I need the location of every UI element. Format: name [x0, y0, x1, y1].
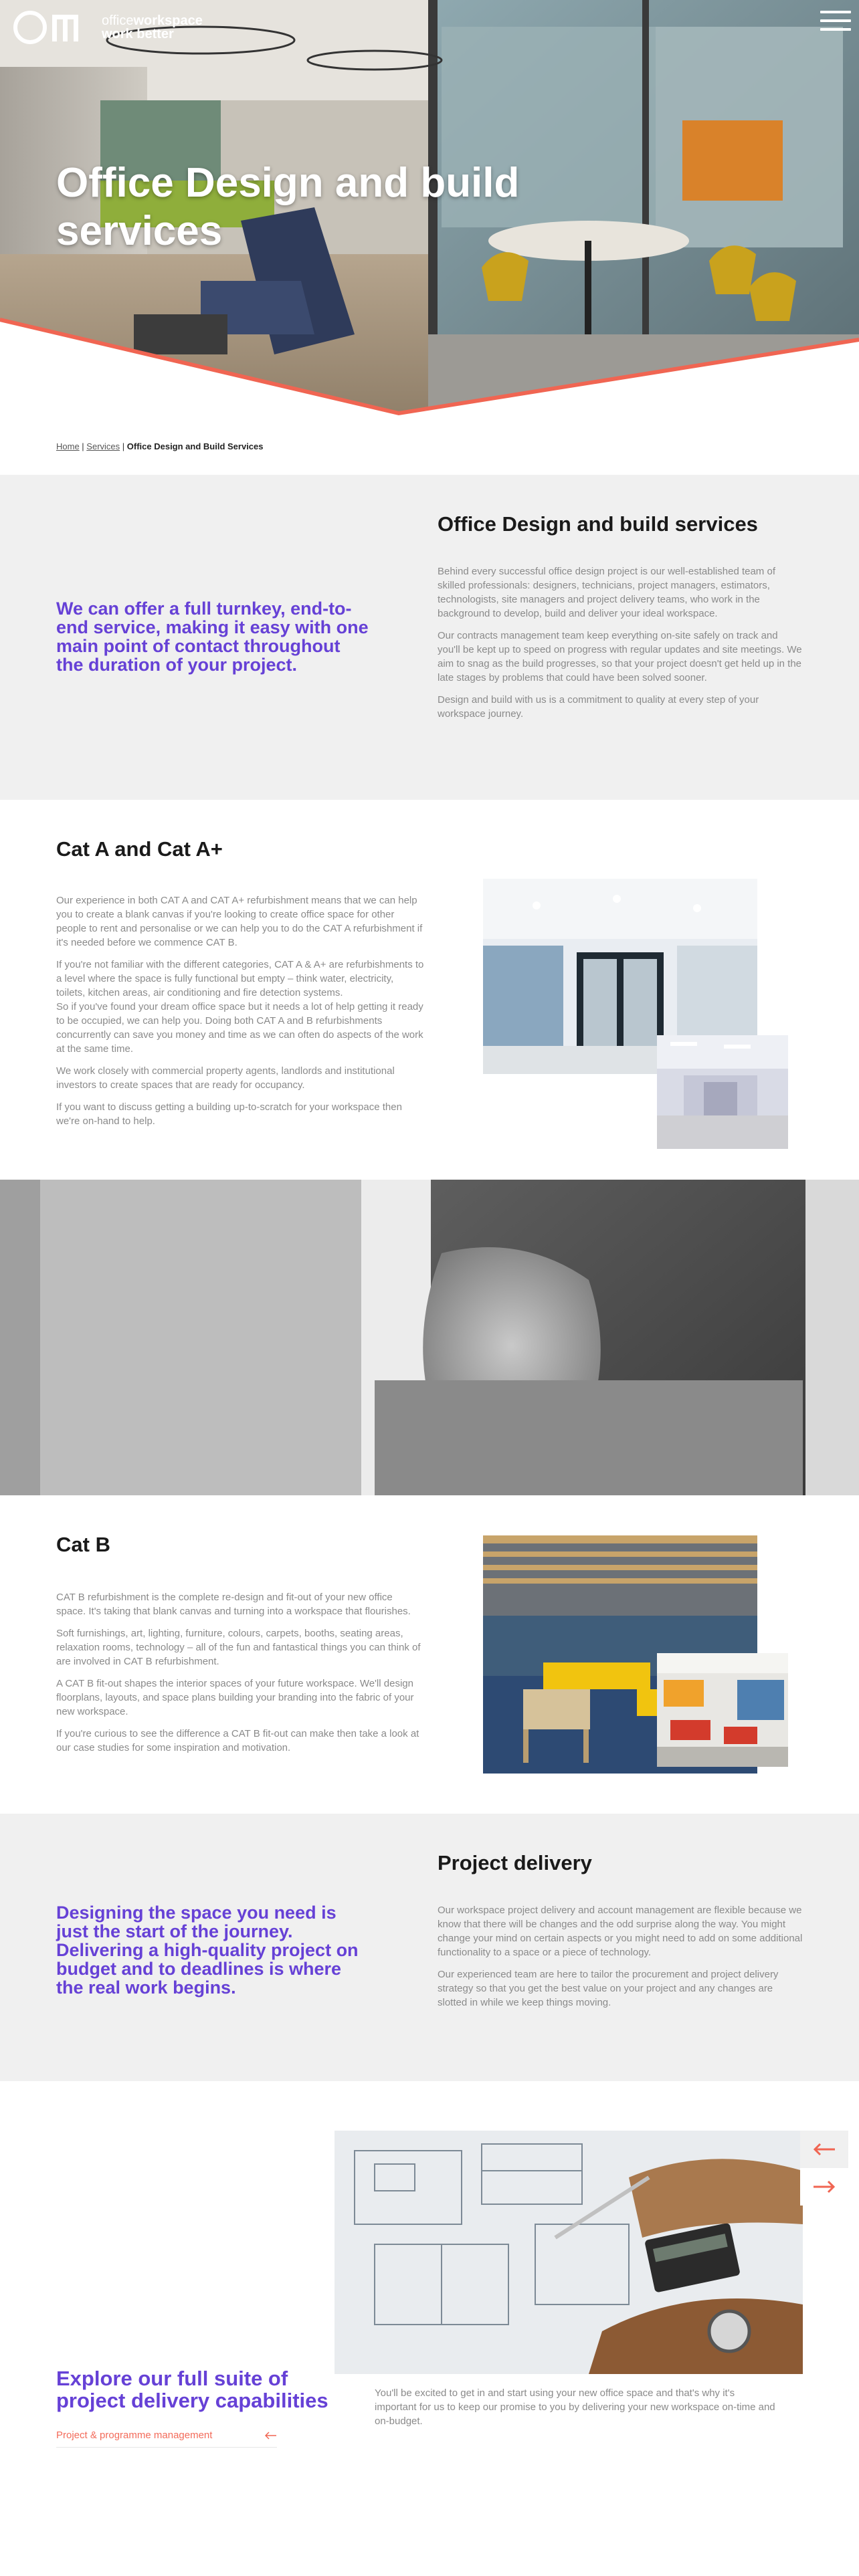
- intro-lead: We can offer a full turnkey, end-to-end service, making it easy with one main point of contact throughout the duration of your project.: [56, 599, 369, 675]
- cat-a-photo-small: [657, 1035, 788, 1149]
- delivery-paragraph: Our experienced team are here to tailor the procurement and project delivery strategy so that you get the best value on your project and any changes are slotted in while we keep things moving.: [438, 1969, 779, 2008]
- cat-b-paragraph: If you're curious to see the difference a CAT B fit-out can make then take a look at our case studies for some inspiration and motivation.: [56, 1728, 419, 1753]
- arrow-left-icon: [813, 2143, 836, 2156]
- carousel-next-button[interactable]: [800, 2168, 848, 2206]
- project-delivery-section: [0, 1814, 859, 2081]
- delivery-paragraph: Our workspace project delivery and account management are flexible because we know that there will be changes and the odd surprise along the way. You might change your mind on certain aspects or you might need to add on some additional functionality to a space or a piece of technology.: [438, 1905, 803, 1958]
- logo-wordmark: [102, 14, 203, 41]
- booth-photo-band: [0, 1180, 859, 1495]
- breadcrumb-home-link[interactable]: Home: [56, 441, 80, 451]
- breadcrumb-services-link[interactable]: Services: [86, 441, 120, 451]
- page-title: Office Design and build services: [56, 160, 520, 254]
- logo-line2: work better: [102, 27, 174, 41]
- delivery-lead: Designing the space you need is just the start of the journey. Delivering a high-quality project on budget and to deadlines is where the real work begins.: [56, 1903, 359, 1998]
- arrow-right-icon: [813, 2180, 836, 2193]
- cat-a-paragraph: If you're not familiar with the different categories, CAT A & A+ are refurbishments to a level where the space is fully functional but empty – think water, electricity, toilets, kitchen areas, air conditioning and fire detection systems.: [56, 959, 424, 998]
- hero-banner: [0, 0, 859, 428]
- cat-a-paragraph: We work closely with commercial property agents, landlords and institutional investors to create spaces that are ready for occupancy.: [56, 1065, 395, 1091]
- cat-b-copy: [56, 1590, 424, 1763]
- cat-b-paragraph: CAT B refurbishment is the complete re-design and fit-out of your new office space. It's taking that blank canvas and turning into a workspace that flourishes.: [56, 1592, 411, 1617]
- cat-a-section: [0, 800, 859, 1180]
- cat-a-title: Cat A and Cat A+: [56, 837, 223, 861]
- logo-line1-bold: workspace: [133, 13, 203, 28]
- explore-lead: Explore our full suite of project delivery capabilities: [56, 2367, 328, 2412]
- intro-paragraph: Behind every successful office design project is our well-established team of skilled professionals: designers, technicians, project managers, estimators, technologists, site managers and project delivery teams, who work in the background to develop, build and deliver your ideal workspace.: [438, 566, 775, 619]
- blueprint-photo: [335, 2131, 803, 2374]
- breadcrumb-current: Office Design and Build Services: [126, 441, 264, 451]
- cat-b-photo-small: [657, 1653, 788, 1767]
- logo-line1-prefix: office: [102, 13, 134, 28]
- logo-mark-icon: [12, 9, 98, 45]
- intro-paragraph: Our contracts management team keep everything on-site safely on track and you'll be kept up to speed on progress with regular updates and site meetings. We aim to snag as the build progresses, so that your project doesn't get held up in the late stages by problems that could have been solved sooner.: [438, 630, 802, 683]
- cat-b-section: [0, 1495, 859, 1814]
- cat-a-paragraph: Our experience in both CAT A and CAT A+ refurbishment means that we can help you to create a blank canvas if you're looking to create office space for other people to rent and personalise or we can help you to do the CAT A refurbishment if it's needed before we commence CAT B.: [56, 895, 423, 948]
- cat-a-paragraph: If you want to discuss getting a building up-to-scratch for your workspace then we're on-hand to help.: [56, 1101, 402, 1127]
- carousel-controls: [800, 2131, 848, 2206]
- site-logo[interactable]: [12, 9, 203, 45]
- breadcrumb: Home | Services | Office Design and Build Services: [56, 441, 264, 451]
- intro-section: [0, 475, 859, 800]
- cat-a-paragraph: So if you've found your dream office space but it needs a lot of help getting it ready to be occupied, we can help you. Doing both CAT A and B refurbishments concurrently can save you money and time as we can often do aspects of the work at the same time.: [56, 1001, 423, 1055]
- delivery-title: Project delivery: [438, 1851, 592, 1874]
- intro-title: Office Design and build services: [438, 512, 758, 536]
- cat-b-title: Cat B: [56, 1533, 110, 1556]
- cat-b-paragraph: A CAT B fit-out shapes the interior spaces of your future workspace. We'll design floorplans, layouts, and space plans building your branding into the fabric of your new workspace.: [56, 1678, 414, 1717]
- cat-b-paragraph: Soft furnishings, art, lighting, furniture, colours, carpets, booths, seating areas, relaxation rooms, technology – all of the fun and fantastical things you can think of are involved in CAT B refurbishment.: [56, 1628, 421, 1667]
- explore-caption: You'll be excited to get in and start using your new office space and that's why it's important for us to keep our promise to you by delivering your new workspace on-time and on-budget.: [375, 2387, 775, 2427]
- capability-label: Project & programme management: [56, 2430, 213, 2441]
- cat-a-copy: [56, 893, 424, 1136]
- delivery-copy: [438, 1903, 803, 2018]
- explore-capabilities-section: [0, 2081, 859, 2482]
- booth-photo: [0, 1180, 859, 1495]
- hamburger-icon[interactable]: [820, 11, 851, 37]
- intro-copy: [438, 564, 803, 729]
- capability-list-item[interactable]: [56, 2424, 277, 2448]
- intro-paragraph: Design and build with us is a commitment to quality at every step of your workspace journey.: [438, 694, 759, 720]
- arrow-left-icon: [265, 2432, 277, 2440]
- carousel-prev-button[interactable]: [800, 2131, 848, 2168]
